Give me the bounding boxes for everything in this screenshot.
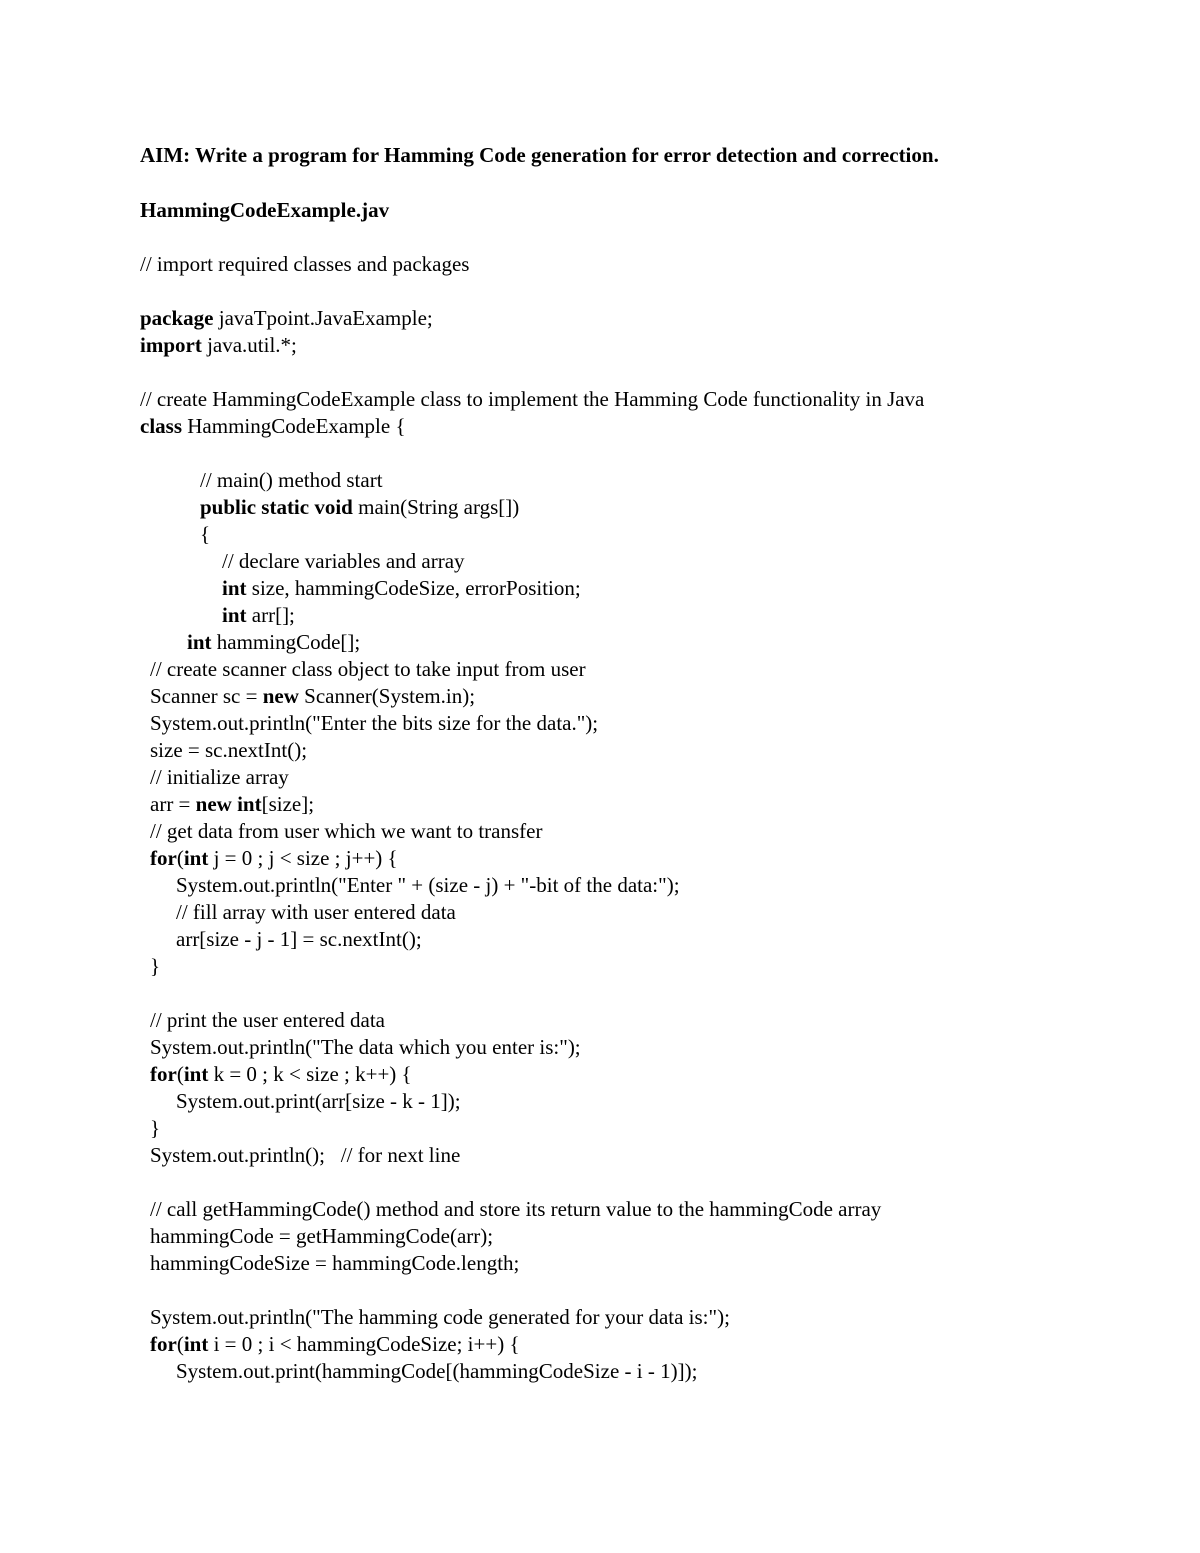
- code-token: (: [176, 1062, 184, 1086]
- code-token: // print the user entered data: [150, 1008, 385, 1032]
- code-line: [222, 602, 295, 628]
- keyword-token: for: [150, 846, 177, 870]
- keyword-token: package: [140, 306, 214, 330]
- code-line: [150, 1007, 385, 1033]
- code-token: System.out.println("The hamming code generated for your data is:");: [150, 1305, 730, 1329]
- code-line: [150, 1061, 412, 1087]
- code-token: System.out.println("Enter the bits size for the data.");: [150, 711, 599, 735]
- code-token: Scanner sc =: [150, 684, 263, 708]
- keyword-token: new: [262, 684, 299, 708]
- code-token: i = 0 ; i < hammingCodeSize; i++) {: [208, 1332, 520, 1356]
- file-name-heading: HammingCodeExample.jav: [140, 198, 390, 222]
- code-token: // create scanner class object to take input from user: [150, 657, 586, 681]
- code-line: [150, 818, 542, 844]
- code-line: [150, 737, 307, 763]
- keyword-token: new int: [195, 792, 262, 816]
- code-line: [150, 710, 598, 736]
- code-line: [150, 1115, 160, 1141]
- code-token: k = 0 ; k < size ; k++) {: [208, 1062, 412, 1086]
- code-line: [150, 1331, 520, 1357]
- code-token: // fill array with user entered data: [176, 900, 456, 924]
- code-token: // declare variables and array: [222, 549, 465, 573]
- code-line: [176, 1358, 697, 1384]
- code-line: [150, 764, 289, 790]
- code-line: [176, 1088, 461, 1114]
- code-line: [200, 521, 210, 547]
- code-line: [140, 413, 406, 439]
- code-line: [140, 305, 433, 331]
- code-token: // call getHammingCode() method and store its return value to the hammingCode array: [150, 1197, 882, 1221]
- code-token: size, hammingCodeSize, errorPosition;: [246, 576, 581, 600]
- code-token: System.out.println(); // for next line: [150, 1143, 461, 1167]
- keyword-token: int: [183, 1332, 209, 1356]
- keyword-token: class: [140, 414, 182, 438]
- code-token: java.util.*;: [201, 333, 297, 357]
- code-token: j = 0 ; j < size ; j++) {: [208, 846, 398, 870]
- code-token: System.out.print(arr[size - k - 1]);: [176, 1089, 461, 1113]
- code-line: [150, 1142, 460, 1168]
- code-token: arr =: [150, 792, 196, 816]
- code-token: System.out.println("The data which you enter is:");: [150, 1035, 581, 1059]
- code-token: Scanner(System.in);: [298, 684, 476, 708]
- code-line: [150, 656, 586, 682]
- code-line: [140, 332, 297, 358]
- keyword-token: public static void: [200, 495, 353, 519]
- code-token: [size];: [261, 792, 315, 816]
- code-token: // create HammingCodeExample class to implement the Hamming Code functionality in Java: [140, 387, 925, 411]
- code-token: // initialize array: [150, 765, 289, 789]
- code-line: [150, 845, 398, 871]
- code-line: [150, 1196, 881, 1222]
- code-line: [150, 1250, 519, 1276]
- code-line: [187, 629, 360, 655]
- code-token: System.out.print(hammingCode[(hammingCodeSize - i - 1)]);: [176, 1359, 698, 1383]
- code-line: [176, 926, 422, 952]
- code-token: // main() method start: [200, 468, 383, 492]
- keyword-token: int: [222, 576, 247, 600]
- code-line: [176, 899, 456, 925]
- code-token: {: [200, 522, 211, 546]
- code-token: hammingCodeSize = hammingCode.length;: [150, 1251, 520, 1275]
- code-line: [140, 386, 924, 412]
- code-token: }: [150, 954, 161, 978]
- code-line: [222, 575, 581, 601]
- code-token: main(String args[]): [352, 495, 520, 519]
- code-line: [150, 1223, 493, 1249]
- code-line: [150, 1034, 581, 1060]
- code-token: javaTpoint.JavaExample;: [213, 306, 433, 330]
- code-line: [200, 494, 519, 520]
- code-line: [150, 791, 314, 817]
- keyword-token: for: [150, 1332, 177, 1356]
- code-token: // get data from user which we want to transfer: [150, 819, 543, 843]
- code-line: [222, 548, 465, 574]
- code-token: hammingCode[];: [211, 630, 361, 654]
- code-token: arr[];: [246, 603, 295, 627]
- code-token: HammingCodeExample {: [182, 414, 406, 438]
- code-token: hammingCode = getHammingCode(arr);: [150, 1224, 494, 1248]
- code-line: [150, 953, 160, 979]
- code-line: [150, 1304, 730, 1330]
- keyword-token: import: [140, 333, 202, 357]
- keyword-token: int: [183, 846, 209, 870]
- code-line: [176, 872, 680, 898]
- keyword-token: int: [222, 603, 247, 627]
- code-token: (: [176, 1332, 184, 1356]
- code-token: // import required classes and packages: [140, 252, 470, 276]
- code-token: System.out.println("Enter " + (size - j) + "-bit of the data:");: [176, 873, 680, 897]
- code-token: }: [150, 1116, 161, 1140]
- aim-heading: AIM: Write a program for Hamming Code generation for error detection and correction.: [140, 143, 939, 167]
- code-token: size = sc.nextInt();: [150, 738, 308, 762]
- keyword-token: int: [183, 1062, 209, 1086]
- keyword-token: int: [187, 630, 212, 654]
- keyword-token: for: [150, 1062, 177, 1086]
- code-line: [140, 251, 469, 277]
- code-token: (: [176, 846, 184, 870]
- code-token: arr[size - j - 1] = sc.nextInt();: [176, 927, 422, 951]
- code-line: [200, 467, 383, 493]
- code-line: [150, 683, 475, 709]
